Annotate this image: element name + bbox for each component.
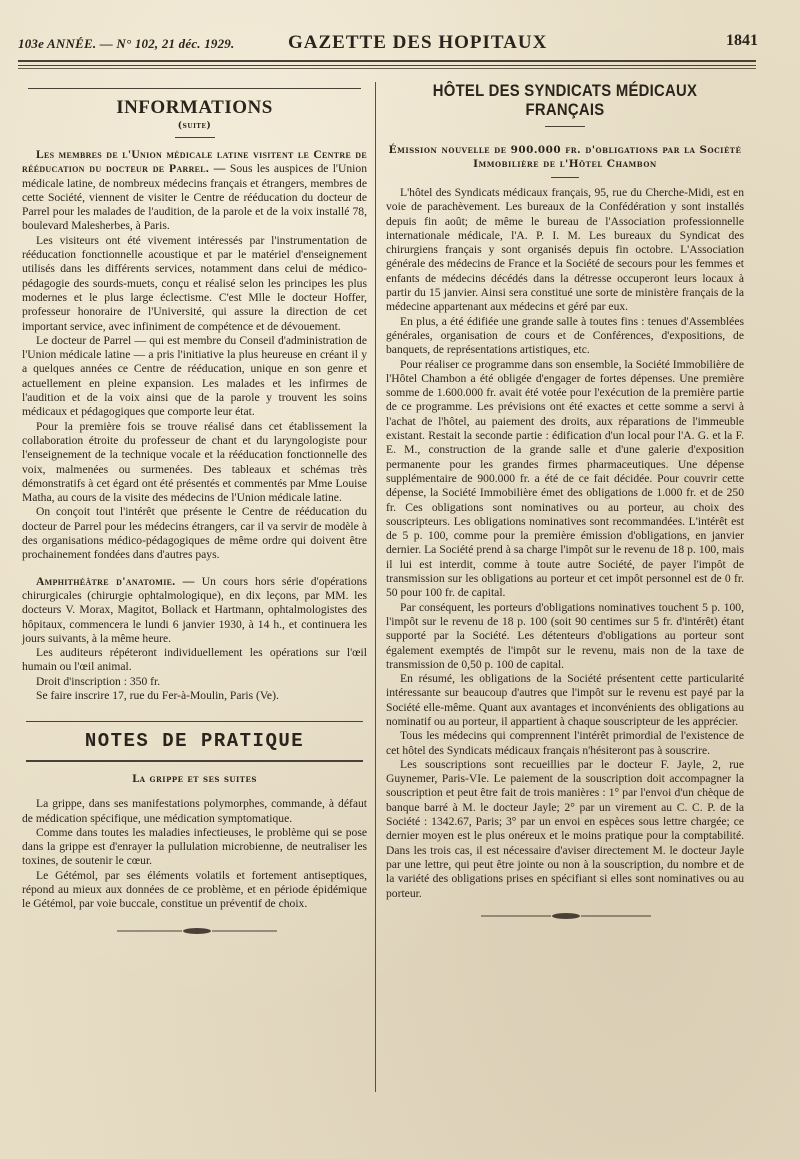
notes-subheading: La grippe et ses suites — [132, 774, 257, 786]
header-rule-thin — [18, 68, 756, 69]
article-paragraph: Les auditeurs répéteront individuellement les opérations sur l'œil humain ou l'œil animal. — [22, 646, 367, 674]
article-paragraph: Les visiteurs ont été vivement intéressés par l'instrumentation de rééducation fonctionnelle acoustique et par le matériel d'enseignement utilisés dans les différents services, notamment dans celui de médico-pédagogie des sourds-muets, conçu et réalisé selon les principes les plus modernes et le plus large éclectisme. C'est Mlle le docteur Hoffer, professeur honoraire de l'Université, qui assure la direction de cet important service, avec infiniment de compétence et de dévouement. — [22, 233, 367, 333]
article-amphitheatre — [22, 575, 367, 646]
article-paragraph: L'hôtel des Syndicats médicaux français, 95, rue du Cherche-Midi, est en voie de parachèvement. Les bureaux de la Confédération y sont installés depuis fin août; de même le bureau de l'Association professionnelle internationale médicale, l'A. P. I. M. Les bureaux du Syndicat des chirurgiens français y sont organisés depuis fin octobre. L'Association générale des médecins de France et la Société de secours pour les femmes et enfants de médecins décédés dans la détresse occuperont leurs locaux à partir du 15 janvier. Ainsi sera constitué une sorte de ministère français de la médecine appartenant aux médecins et géré par eux. — [386, 186, 744, 314]
section-title-notes: NOTES DE PRATIQUE — [84, 730, 305, 753]
notes-paragraph: Comme dans toutes les maladies infectieuses, le problème qui se pose dans la grippe est d'enrayer la pullulation microbienne, de neutraliser les toxines, de soutenir le cœur. — [22, 825, 367, 868]
article-heading: Les membres de l'Union médicale latine visitent le Centre de rééducation du docteur de Parrel. — — [22, 148, 367, 176]
subtitle-underline — [551, 177, 579, 178]
article-paragraph: Sous les auspices de l'Union médicale latine, de nombreux médecins français et étrangers, membres de cette Société, viennent de visiter le Centre de rééducation du docteur de Parrel pour les malades de l'audition, de la parole et de la voix installé 78, boulevard Malesherbes, à Paris. — [22, 162, 368, 233]
article-paragraph: En résumé, les obligations de la Société présentent cette particularité intéressante sur beaucoup d'autres que l'impôt sur le revenu est payé par la Société elle-même. Quant aux avantages et inconvénients des obligations au nominatif ou au porteur, il appartient à chaque souscripteur de les apprécier. — [386, 672, 744, 728]
end-ornament — [22, 924, 367, 938]
section-title-hotel: HÔTEL DES SYNDICATS MÉDICAUX FRANÇAIS — [432, 82, 698, 119]
section-title-informations: INFORMATIONS — [116, 97, 273, 118]
title-underline — [545, 126, 585, 127]
right-column — [386, 80, 744, 923]
page-number: 1841 — [726, 32, 758, 49]
article-heading: Amphithéâtre d'anatomie. — — [36, 574, 195, 588]
header-rule — [18, 60, 756, 66]
article-lead: Un cours hors série d'opérations chirurgicales (chirurgie ophtalmologique), en dix leçons, par MM. les docteurs V. Morax, Magitot, Bollack et Hartmann, ophtalmologistes des hôpitaux, commencera le lundi 6 janvier 1930, à 14 h., et continuera les jours suivants, à la même heure. — [22, 574, 367, 645]
title-underline — [175, 137, 215, 138]
article-paragraph: Pour la première fois se trouve réalisé dans cet établissement la collaboration étroite du professeur de chant et du laryngologiste pour l'enseignement de la technique vocale et la rééducation fonctionnelle des voix, malmenées ou surmenées. Des tableaux et schémas très démonstratifs à cet égard ont été présentés et commentés par Mme Louise Matha, au cours de la visite des médecins de l'Union médicale latine. — [22, 419, 367, 505]
issue-line: 103e ANNÉE. — N° 102, 21 déc. 1929. — [18, 36, 235, 51]
article-unite-latine — [22, 148, 367, 234]
notes-paragraph: Le Gétémol, par ses éléments volatils et fortement antiseptiques, répond au mieux aux données de ce problème, et en période épidémique le Gétémol, par voie buccale, constitue un préventif de choix. — [22, 868, 367, 911]
article-paragraph: Le docteur de Parrel — qui est membre du Conseil d'administration de l'Union médicale latine — a pris l'initiative la plus heureuse en créant il y a quelques années ce Centre de rééducation, unique en son genre et actuellement en pleine expansion. Les malades et les infirmes de l'audition et de la voix ainsi que de la parole y trouvent les soins médicaux et pédagogiques que comporte leur état. — [22, 333, 367, 419]
end-ornament — [386, 909, 744, 923]
article-paragraph: Par conséquent, les porteurs d'obligations nominatives touchent 5 p. 100, l'impôt sur le revenu de 18 p. 100 (soit 90 centimes sur 5 fr. d'intérêt) étant supporté par la Société. Les détenteurs d'obligations au porteur sont également exemptés de l'impôt sur le revenu, mais non de la taxe de transmission de 0,50 p. 100 de capital. — [386, 600, 744, 671]
article-paragraph: Les souscriptions sont recueillies par le docteur F. Jayle, 2, rue Guynemer, Paris-VIe. Le paiement de la souscription doit accompagner la souscription et peut être fait de trois manières : 1° par l'envoi d'un chèque de banque barré à M. le docteur Jayle; 2° par un virement au C. C. P. de la Société : 1342.67, Paris; 3° par un envoi en espèces sous lettre chargée; ce dernier moyen est le plus onéreux et le moins pratique pour la comptabilité. Dans les trois cas, il est nécessaire d'aviser directement M. le docteur Jayle par une lettre, qui peut être jointe ou non à la souscription, du nombre et de la variété des obligations prises en spécifiant si elles sont nominatives ou au porteur. — [386, 757, 744, 900]
article-paragraph: Droit d'inscription : 350 fr. — [36, 674, 161, 688]
article-paragraph: Se faire inscrire 17, rue du Fer-à-Moulin, Paris (Ve). — [36, 688, 279, 702]
article-paragraph: Tous les médecins qui comprennent l'intérêt primordial de l'existence de cet hôtel des Syndicats médicaux français n'hésiteront pas à souscrire. — [386, 729, 744, 757]
section-subtitle-emission: Émission nouvelle de 900.000 fr. d'obligations par la Société Immobilière de l'Hôtel Chambon — [388, 144, 742, 170]
left-column — [22, 80, 367, 938]
article-paragraph: Pour réaliser ce programme dans son ensemble, la Société Immobilière de l'Hôtel Chambon a été obligée d'engager de fortes dépenses. Une première somme de 1.600.000 fr. avait été votée pour l'exécution de la première partie de ce programme. Les prévisions ont été exactes et cette somme a servi à l'achat de l'hôtel, au paiement des droits, aux réparations de l'immeuble existant. Restait la seconde partie : édification d'un local pour l'A. G. et la F. E. M., construction de la grande salle et d'une galerie d'exposition permanente pour les grandes firmes pharmaceutiques. Une dépense supplémentaire de 900.000 fr. a été de ce fait décidée. Pour couvrir cette dépense, la Société Immobilière émet des obligations de 1.000 fr. et de 250 fr. Ces obligations sont nominatives ou au porteur, au choix des souscripteurs. Les obligations nominatives sont recommandées. L'intérêt est de 5 p. 100, comme pour la première émission d'obligations, en janvier dernier. La Société prend à sa charge l'impôt sur le revenu de 18 p. 100, mais il lui est interdit, comme à toute autre Société, de payer l'impôt de transmission sur les obligations au porteur et cet impôt personnel est de 0 fr. 50 pour 100 fr. de capital. — [386, 357, 744, 600]
notes-paragraph: La grippe, dans ses manifestations polymorphes, commande, à défaut de médication spécifique, une médication symptomatique. — [22, 797, 367, 825]
page-header — [18, 30, 758, 58]
journal-title: GAZETTE DES HOPITAUX — [288, 32, 548, 53]
column-divider — [375, 82, 376, 1092]
article-paragraph: En plus, a été édifiée une grande salle à toutes fins : tenues d'Assemblées générales, organisation de cours et de Conférences, d'expositions, de banquets, de représentations artistiques, etc. — [386, 314, 744, 357]
article-paragraph: On conçoit tout l'intérêt que présente le Centre de rééducation du docteur de Parrel pour les médecins étrangers, car il va servir de modèle à des organisations médico-pédagogiques de même ordre qui doivent être prochainement fondées dans d'autres pays. — [22, 505, 367, 562]
section-subtitle: (suite) — [177, 121, 212, 131]
